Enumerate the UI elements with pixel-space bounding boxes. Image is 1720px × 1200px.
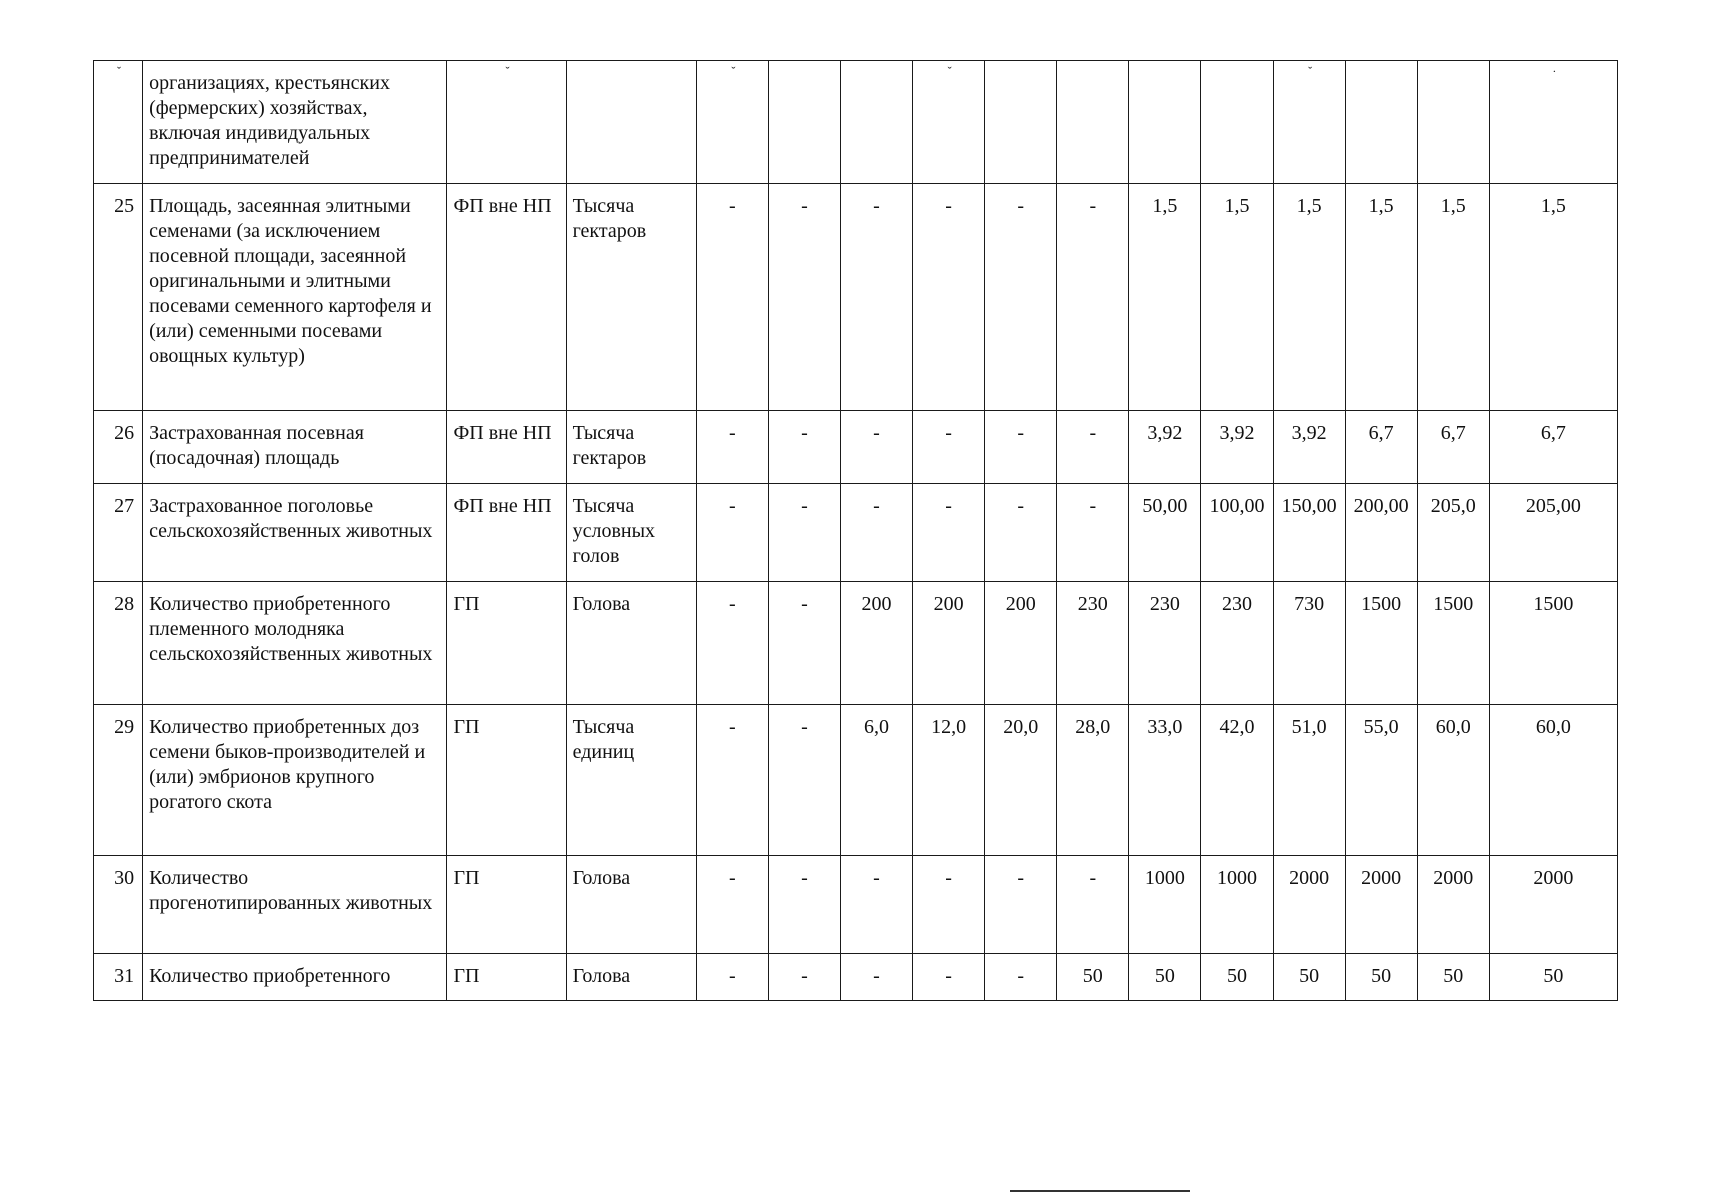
value-cell: - bbox=[985, 484, 1057, 582]
value-cell: 50 bbox=[1129, 954, 1201, 1001]
value-cell: · bbox=[1489, 61, 1617, 184]
indicator-name-cell: Количество приобретенных доз семени быков-производителей и (или) эмбрионов крупного рогатого скота bbox=[143, 705, 447, 856]
value-cell: 6,7 bbox=[1489, 411, 1617, 484]
value-cell: 1,5 bbox=[1273, 184, 1345, 411]
value-cell: - bbox=[985, 856, 1057, 954]
value-cell: 1,5 bbox=[1417, 184, 1489, 411]
unit-cell bbox=[566, 61, 696, 184]
value-cell: 50 bbox=[1417, 954, 1489, 1001]
value-cell bbox=[768, 61, 840, 184]
table-row bbox=[94, 582, 1618, 705]
value-cell: 2000 bbox=[1417, 856, 1489, 954]
unit-cell: Тысяча условных голов bbox=[566, 484, 696, 582]
value-cell: 730 bbox=[1273, 582, 1345, 705]
value-cell: 2000 bbox=[1489, 856, 1617, 954]
row-number-cell: 31 bbox=[94, 954, 143, 1001]
row-number-cell: 26 bbox=[94, 411, 143, 484]
value-cell bbox=[1417, 61, 1489, 184]
value-cell bbox=[1201, 61, 1273, 184]
value-cell: - bbox=[913, 954, 985, 1001]
value-cell: - bbox=[696, 411, 768, 484]
value-cell: 230 bbox=[1057, 582, 1129, 705]
value-cell: 2000 bbox=[1345, 856, 1417, 954]
value-cell bbox=[1345, 61, 1417, 184]
value-cell: - bbox=[840, 484, 912, 582]
table-row bbox=[94, 484, 1618, 582]
row-number-cell: 28 bbox=[94, 582, 143, 705]
program-type-cell: ФП вне НП bbox=[447, 484, 566, 582]
value-cell: ˇ bbox=[913, 61, 985, 184]
value-cell: 60,0 bbox=[1489, 705, 1617, 856]
value-cell: 100,00 bbox=[1201, 484, 1273, 582]
table-row bbox=[94, 954, 1618, 1001]
table-row bbox=[94, 184, 1618, 411]
value-cell: 50 bbox=[1201, 954, 1273, 1001]
value-cell: 3,92 bbox=[1129, 411, 1201, 484]
value-cell: 150,00 bbox=[1273, 484, 1345, 582]
unit-cell: Тысяча единиц bbox=[566, 705, 696, 856]
value-cell: 230 bbox=[1201, 582, 1273, 705]
value-cell bbox=[1057, 61, 1129, 184]
value-cell: - bbox=[768, 184, 840, 411]
value-cell: 60,0 bbox=[1417, 705, 1489, 856]
value-cell bbox=[985, 61, 1057, 184]
table-row-continuation bbox=[94, 61, 1618, 184]
value-cell: 205,0 bbox=[1417, 484, 1489, 582]
value-cell: - bbox=[768, 954, 840, 1001]
value-cell: 1,5 bbox=[1201, 184, 1273, 411]
value-cell: - bbox=[840, 184, 912, 411]
indicator-name-cell: Застрахованное поголовье сельскохозяйственных животных bbox=[143, 484, 447, 582]
value-cell: 2000 bbox=[1273, 856, 1345, 954]
unit-cell: Голова bbox=[566, 582, 696, 705]
value-cell: ˇ bbox=[696, 61, 768, 184]
value-cell: 50 bbox=[1057, 954, 1129, 1001]
program-type-cell: ГП bbox=[447, 954, 566, 1001]
value-cell: - bbox=[696, 856, 768, 954]
row-number-cell: 27 bbox=[94, 484, 143, 582]
value-cell: - bbox=[913, 856, 985, 954]
value-cell: 1500 bbox=[1417, 582, 1489, 705]
value-cell: - bbox=[913, 484, 985, 582]
value-cell: - bbox=[985, 411, 1057, 484]
value-cell: 205,00 bbox=[1489, 484, 1617, 582]
value-cell: - bbox=[840, 856, 912, 954]
value-cell: 200,00 bbox=[1345, 484, 1417, 582]
value-cell bbox=[1129, 61, 1201, 184]
value-cell: - bbox=[696, 484, 768, 582]
value-cell: 20,0 bbox=[985, 705, 1057, 856]
value-cell: - bbox=[913, 184, 985, 411]
unit-cell: Тысяча гектаров bbox=[566, 411, 696, 484]
value-cell: 200 bbox=[985, 582, 1057, 705]
value-cell: - bbox=[768, 484, 840, 582]
value-cell: - bbox=[1057, 856, 1129, 954]
value-cell bbox=[840, 61, 912, 184]
value-cell: - bbox=[768, 856, 840, 954]
value-cell: - bbox=[1057, 411, 1129, 484]
program-type-cell: ФП вне НП bbox=[447, 184, 566, 411]
value-cell: - bbox=[1057, 184, 1129, 411]
row-number-cell: 30 bbox=[94, 856, 143, 954]
value-cell: - bbox=[840, 954, 912, 1001]
indicator-name-cell: Площадь, засеянная элитными семенами (за исключением посевной площади, засеянной оригинальными и элитными посевами семенного картофеля и (или) семенными посевами овощных культур) bbox=[143, 184, 447, 411]
value-cell: 28,0 bbox=[1057, 705, 1129, 856]
indicator-name-cell: Количество прогенотипированных животных bbox=[143, 856, 447, 954]
program-type-cell: ГП bbox=[447, 856, 566, 954]
value-cell: ˇ bbox=[1273, 61, 1345, 184]
value-cell: 1,5 bbox=[1129, 184, 1201, 411]
table-body bbox=[94, 61, 1618, 1001]
value-cell: 33,0 bbox=[1129, 705, 1201, 856]
value-cell: 1000 bbox=[1201, 856, 1273, 954]
value-cell: 42,0 bbox=[1201, 705, 1273, 856]
value-cell: 6,0 bbox=[840, 705, 912, 856]
value-cell: - bbox=[696, 184, 768, 411]
value-cell: 6,7 bbox=[1345, 411, 1417, 484]
value-cell: 12,0 bbox=[913, 705, 985, 856]
table-row bbox=[94, 705, 1618, 856]
table-row bbox=[94, 411, 1618, 484]
value-cell: - bbox=[768, 582, 840, 705]
value-cell: - bbox=[768, 411, 840, 484]
value-cell: 50 bbox=[1273, 954, 1345, 1001]
value-cell: - bbox=[840, 411, 912, 484]
program-type-cell: ФП вне НП bbox=[447, 411, 566, 484]
value-cell: 1500 bbox=[1345, 582, 1417, 705]
value-cell: 50,00 bbox=[1129, 484, 1201, 582]
indicator-name-cell: Застрахованная посевная (посадочная) площадь bbox=[143, 411, 447, 484]
value-cell: 1,5 bbox=[1489, 184, 1617, 411]
value-cell: 1500 bbox=[1489, 582, 1617, 705]
value-cell: - bbox=[696, 582, 768, 705]
value-cell: 230 bbox=[1129, 582, 1201, 705]
value-cell: 3,92 bbox=[1273, 411, 1345, 484]
value-cell: - bbox=[913, 411, 985, 484]
unit-cell: Голова bbox=[566, 954, 696, 1001]
value-cell: 50 bbox=[1489, 954, 1617, 1001]
value-cell: 3,92 bbox=[1201, 411, 1273, 484]
program-type-cell: ГП bbox=[447, 705, 566, 856]
value-cell: 51,0 bbox=[1273, 705, 1345, 856]
bottom-rule bbox=[1010, 1190, 1190, 1192]
value-cell: 200 bbox=[913, 582, 985, 705]
value-cell: 55,0 bbox=[1345, 705, 1417, 856]
value-cell: - bbox=[985, 184, 1057, 411]
row-number-cell: ˇ bbox=[94, 61, 143, 184]
value-cell: - bbox=[696, 705, 768, 856]
value-cell: 6,7 bbox=[1417, 411, 1489, 484]
indicator-name-cell: Количество приобретенного племенного молодняка сельскохозяйственных животных bbox=[143, 582, 447, 705]
program-type-cell: ГП bbox=[447, 582, 566, 705]
program-type-cell: ˇ bbox=[447, 61, 566, 184]
row-number-cell: 25 bbox=[94, 184, 143, 411]
data-table bbox=[93, 60, 1618, 1001]
value-cell: 1000 bbox=[1129, 856, 1201, 954]
value-cell: 1,5 bbox=[1345, 184, 1417, 411]
indicator-name-cell: Количество приобретенного bbox=[143, 954, 447, 1001]
value-cell: - bbox=[768, 705, 840, 856]
value-cell: - bbox=[985, 954, 1057, 1001]
indicator-name-cell: организациях, крестьянских (фермерских) хозяйствах, включая индивидуальных предпринимателей bbox=[143, 61, 447, 184]
unit-cell: Голова bbox=[566, 856, 696, 954]
row-number-cell: 29 bbox=[94, 705, 143, 856]
value-cell: - bbox=[696, 954, 768, 1001]
unit-cell: Тысяча гектаров bbox=[566, 184, 696, 411]
value-cell: 200 bbox=[840, 582, 912, 705]
value-cell: 50 bbox=[1345, 954, 1417, 1001]
table-row bbox=[94, 856, 1618, 954]
value-cell: - bbox=[1057, 484, 1129, 582]
